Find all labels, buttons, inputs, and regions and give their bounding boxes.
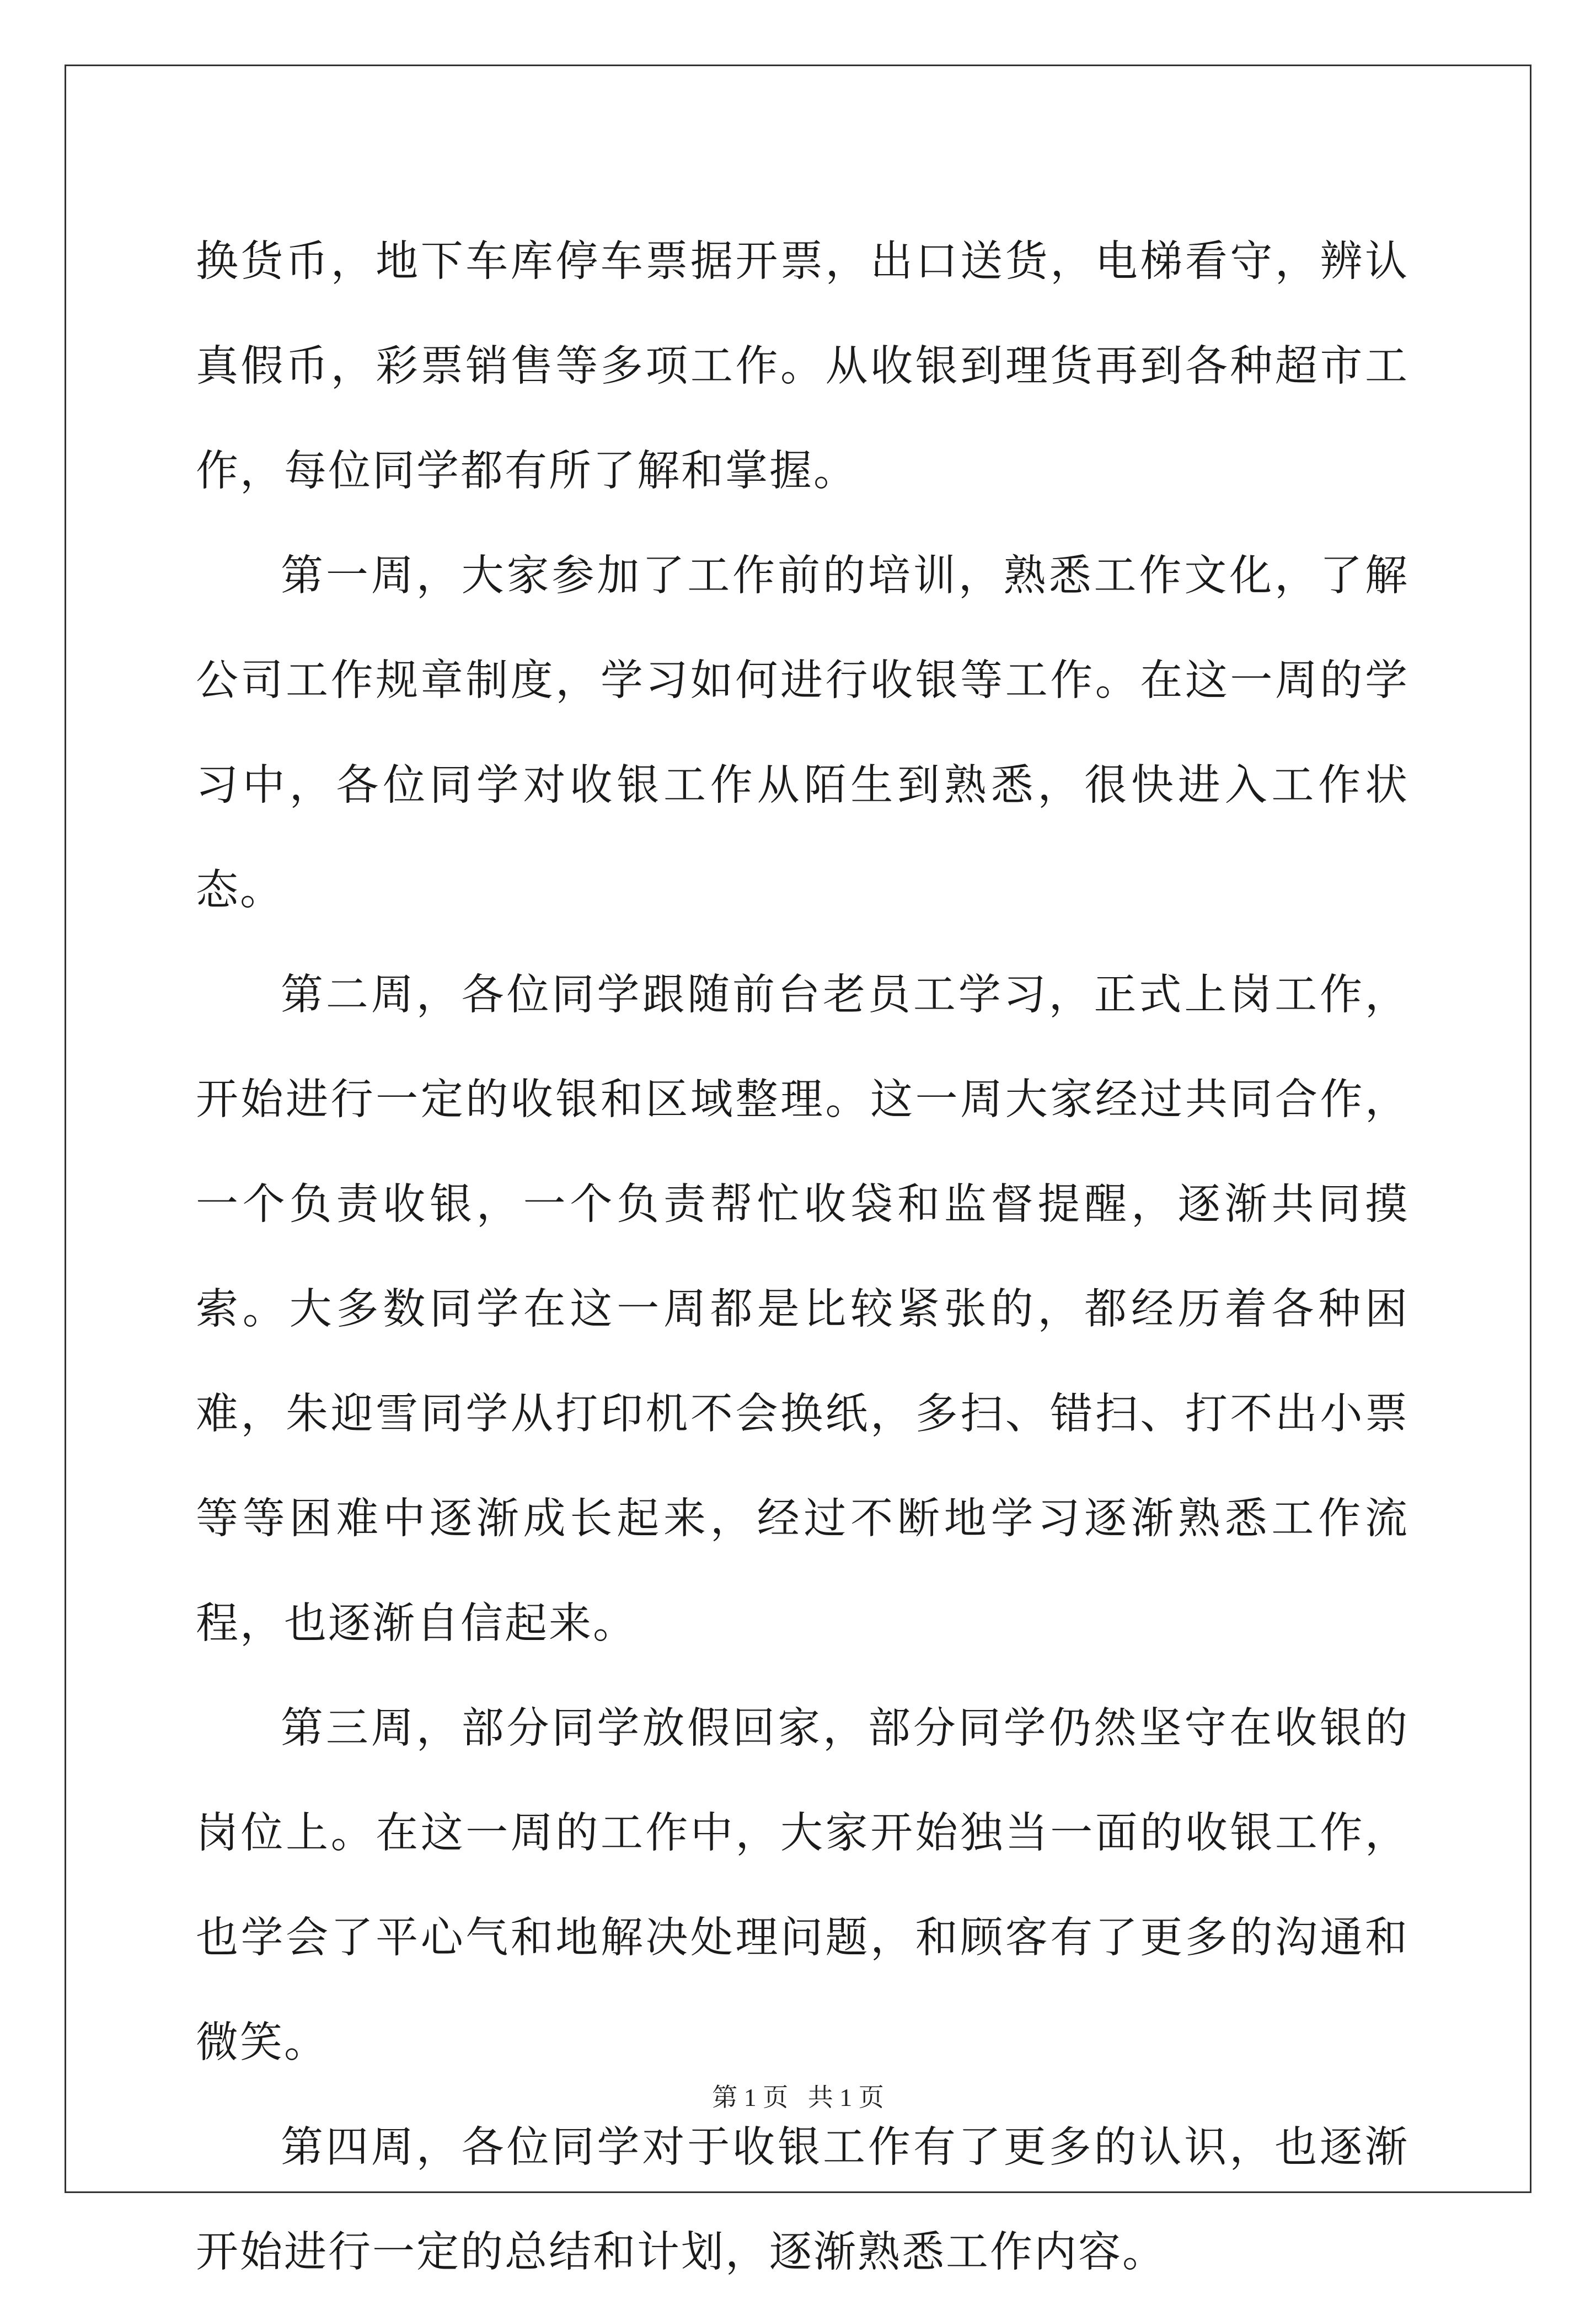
paragraph-1: 换货币，地下车库停车票据开票，出口送货，电梯看守，辨认真假币，彩票销售等多项工作。从收银到理货再到各种超市工作，每位同学都有所了解和掌握。 [196, 237, 1409, 496]
document-body [196, 210, 1409, 2305]
page-total: 共 1 页 [807, 2083, 884, 2111]
paragraph-2: 第一周，大家参加了工作前的培训，熟悉工作文化，了解公司工作规章制度，学习如何进行收银等工作。在这一周的学习中，各位同学对收银工作从陌生到熟悉，很快进入工作状态。 [196, 551, 1409, 915]
page-footer [0, 2081, 1596, 2114]
page-number: 第 1 页 [712, 2083, 789, 2111]
paragraph-3: 第二周，各位同学跟随前台老员工学习，正式上岗工作，开始进行一定的收银和区域整理。这一周大家经过共同合作，一个负责收银，一个负责帮忙收袋和监督提醒，逐渐共同摸索。大多数同学在这一周都是比较紧张的，都经历着各种困难，朱迎雪同学从打印机不会换纸，多扫、错扫、打不出小票等等困难中逐渐成长起来，经过不断地学习逐渐熟悉工作流程，也逐渐自信起来。 [196, 971, 1409, 1648]
paragraph-5: 第四周，各位同学对于收银工作有了更多的认识，也逐渐开始进行一定的总结和计划，逐渐熟悉工作内容。 [196, 2123, 1409, 2277]
paragraph-4: 第三周，部分同学放假回家，部分同学仍然坚守在收银的岗位上。在这一周的工作中，大家开始独当一面的收银工作，也学会了平心气和地解决处理问题，和顾客有了更多的沟通和微笑。 [196, 1704, 1409, 2067]
